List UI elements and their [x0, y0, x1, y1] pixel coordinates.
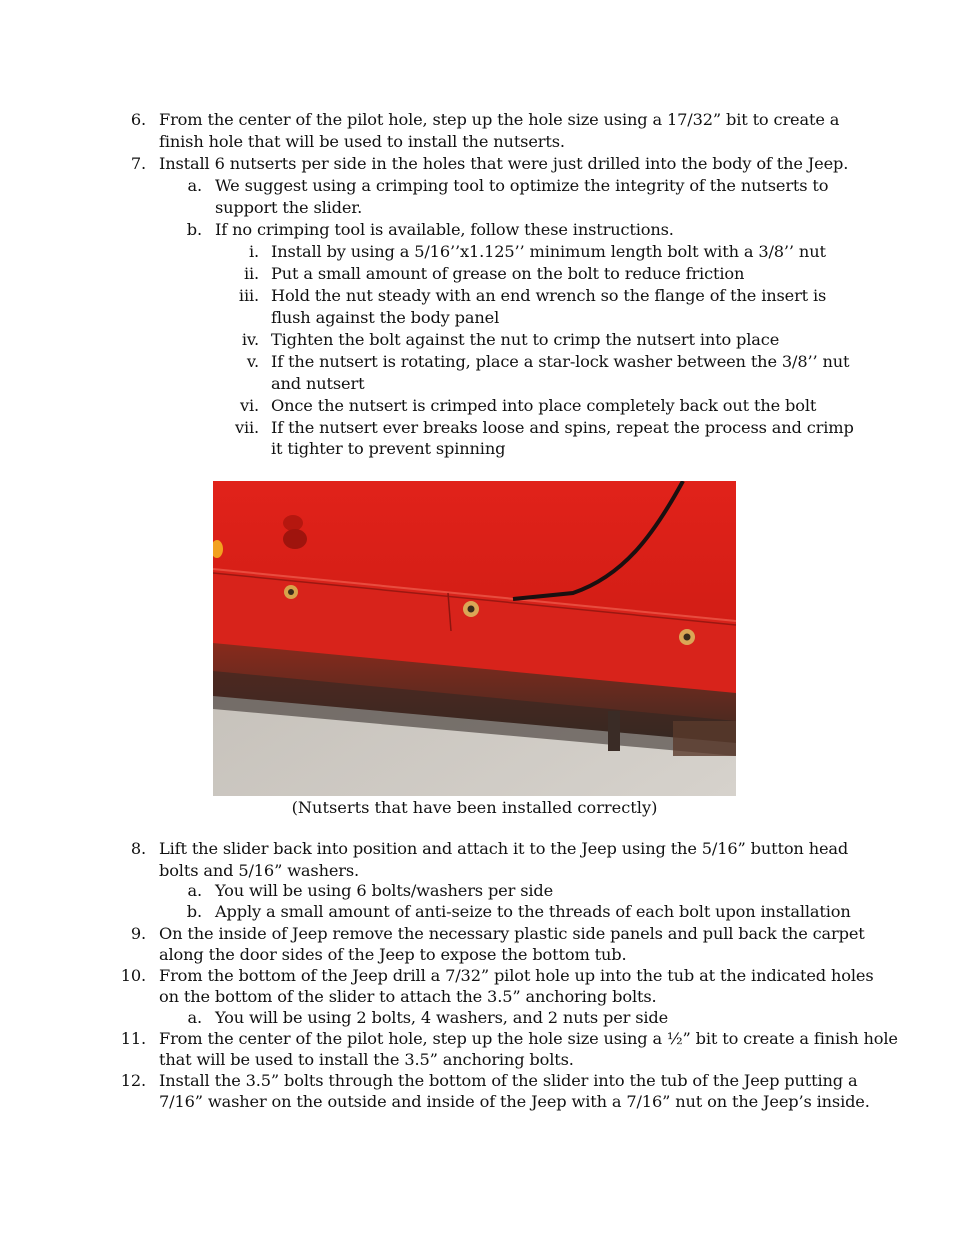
list-marker: 7.: [130, 154, 146, 173]
list-item-text: and nutsert: [271, 374, 365, 393]
list-item-text: You will be using 2 bolts, 4 washers, and 2 nuts per side: [215, 1008, 669, 1027]
nutserts-photo: [213, 481, 736, 796]
list-item-text: From the center of the pilot hole, step up the hole size using a ½” bit to create a finish hole: [159, 1029, 898, 1048]
list-item-text: Tighten the bolt against the nut to crimp the nutsert into place: [271, 330, 780, 349]
list-item-text: You will be using 6 bolts/washers per side: [215, 881, 554, 900]
list-marker: 11.: [120, 1029, 146, 1048]
list-marker: v.: [246, 352, 259, 371]
list-item-text: on the bottom of the slider to attach the 3.5” anchoring bolts.: [159, 987, 657, 1006]
list-item-text: support the slider.: [215, 198, 363, 217]
list-marker: b.: [186, 220, 202, 239]
list-marker: ii.: [243, 264, 259, 283]
list-marker: 9.: [130, 924, 146, 943]
list-marker: 6.: [130, 110, 146, 129]
list-item-text: On the inside of Jeep remove the necessary plastic side panels and pull back the carpet: [159, 924, 865, 943]
list-item-text: finish hole that will be used to install the nutserts.: [159, 132, 565, 151]
list-marker: 8.: [130, 839, 146, 858]
list-item-text: If the nutsert ever breaks loose and spins, repeat the process and crimp: [271, 418, 854, 437]
list-marker: 10.: [120, 966, 146, 985]
list-marker: iii.: [238, 286, 259, 305]
list-item-text: Apply a small amount of anti-seize to the threads of each bolt upon installation: [215, 902, 851, 921]
list-marker: vii.: [234, 418, 259, 437]
list-item-text: Put a small amount of grease on the bolt to reduce friction: [271, 264, 745, 283]
list-item-text: Install the 3.5” bolts through the bottom of the slider into the tub of the Jeep putting a: [159, 1071, 858, 1090]
list-item-text: Install by using a 5/16’’x1.125’’ minimum length bolt with a 3/8’’ nut: [271, 242, 826, 261]
list-item-text: If the nutsert is rotating, place a star-lock washer between the 3/8’’ nut: [271, 352, 850, 371]
list-marker: b.: [186, 902, 202, 921]
list-item-text: flush against the body panel: [271, 308, 500, 327]
photo-caption: (Nutserts that have been installed correctly): [291, 798, 658, 817]
list-item-text: Hold the nut steady with an end wrench so the flange of the insert is: [271, 286, 827, 305]
list-marker: a.: [187, 1008, 202, 1027]
list-marker: 12.: [120, 1071, 146, 1090]
nutserts-photo-graphic: [213, 481, 736, 796]
list-marker: a.: [187, 881, 202, 900]
list-item-text: Install 6 nutserts per side in the holes that were just drilled into the body of the Jeep.: [159, 154, 849, 173]
list-item-text: that will be used to install the 3.5” anchoring bolts.: [159, 1050, 574, 1069]
list-item-text: Lift the slider back into position and attach it to the Jeep using the 5/16” button head: [159, 839, 849, 858]
list-marker: a.: [187, 176, 202, 195]
list-item-text: bolts and 5/16” washers.: [159, 861, 360, 880]
list-item-text: If no crimping tool is available, follow these instructions.: [215, 220, 674, 239]
list-item-text: it tighter to prevent spinning: [271, 439, 506, 458]
list-item-text: 7/16” washer on the outside and inside of the Jeep with a 7/16” nut on the Jeep’s inside.: [159, 1092, 870, 1111]
list-item-text: We suggest using a crimping tool to optimize the integrity of the nutserts to: [215, 176, 829, 195]
list-item-text: along the door sides of the Jeep to expose the bottom tub.: [159, 945, 627, 964]
list-marker: vi.: [239, 396, 259, 415]
list-item-text: Once the nutsert is crimped into place completely back out the bolt: [271, 396, 817, 415]
list-item-text: From the center of the pilot hole, step up the hole size using a 17/32” bit to create a: [159, 110, 840, 129]
list-marker: iv.: [241, 330, 259, 349]
list-marker: i.: [248, 242, 259, 261]
list-item-text: From the bottom of the Jeep drill a 7/32” pilot hole up into the tub at the indicated holes: [159, 966, 874, 985]
